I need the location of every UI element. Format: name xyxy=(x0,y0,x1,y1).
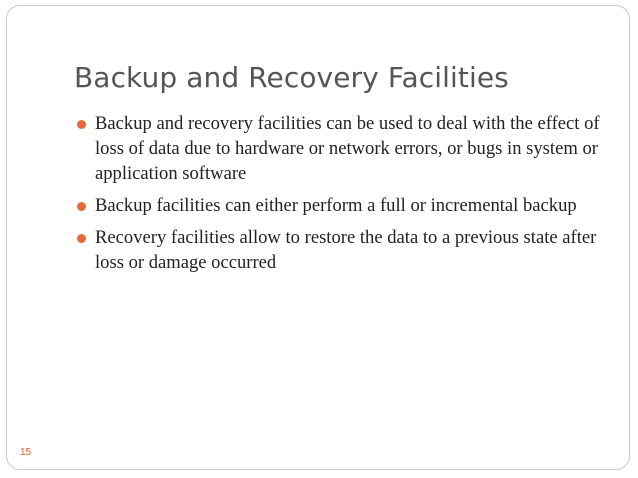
bullet-item xyxy=(73,111,613,186)
bullet-dot-icon xyxy=(77,234,86,243)
bullet-dot-icon xyxy=(77,202,86,211)
bullet-item xyxy=(73,193,613,218)
bullet-item xyxy=(73,225,613,275)
bullet-list xyxy=(73,111,613,282)
bullet-dot-icon xyxy=(77,120,86,129)
bullet-text: Recovery facilities allow to restore the data to a previous state after loss or damage occurred xyxy=(95,227,597,273)
slide-title: Backup and Recovery Facilities xyxy=(74,61,509,94)
page-number: 15 xyxy=(20,447,32,458)
bullet-text: Backup and recovery facilities can be used to deal with the effect of loss of data due to hardware or network errors, or bugs in system or application software xyxy=(95,113,600,184)
bullet-text: Backup facilities can either perform a full or incremental backup xyxy=(95,195,577,216)
slide xyxy=(6,5,630,470)
